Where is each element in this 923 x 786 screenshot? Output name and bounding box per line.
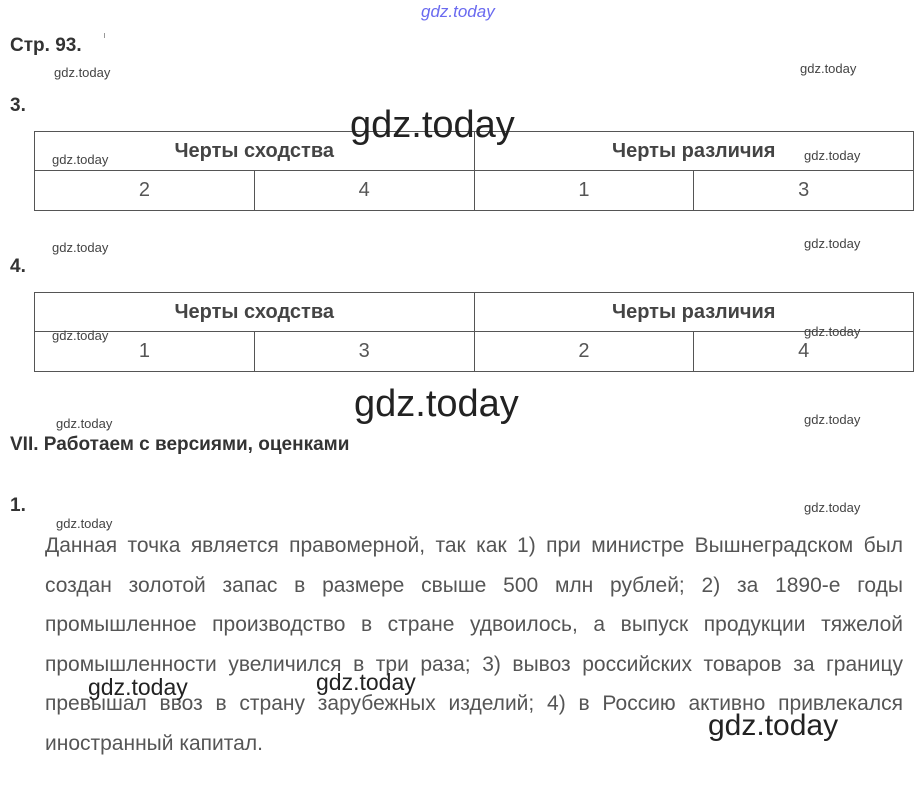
task-4-number: 4. [10, 256, 26, 277]
table-header-similarities: Черты сходства [35, 293, 475, 332]
table-cell: 4 [254, 171, 474, 211]
table-cell: 2 [35, 171, 255, 211]
table-header-differences: Черты различия [474, 132, 914, 171]
table-cell: 1 [474, 171, 694, 211]
table-cell: 2 [474, 332, 694, 372]
watermark: gdz.today [350, 104, 515, 146]
table-header-similarities: Черты сходства [35, 132, 475, 171]
table-cell: 1 [35, 332, 255, 372]
page-reference: Стр. 93. [10, 35, 82, 56]
site-logo: gdz.today [421, 2, 495, 21]
watermark: gdz.today [52, 328, 109, 343]
watermark: gdz.today [316, 669, 416, 695]
task-3-number: 3. [10, 95, 26, 116]
watermark: gdz.today [56, 416, 113, 431]
watermark: gdz.today [88, 674, 188, 700]
table-header-differences: Черты различия [474, 293, 914, 332]
task-4-table [34, 292, 914, 372]
watermark: gdz.today [354, 383, 519, 425]
stray-mark [104, 33, 105, 38]
watermark: gdz.today [804, 324, 861, 339]
watermark: gdz.today [804, 148, 861, 163]
table-cell: 3 [694, 171, 914, 211]
watermark: gdz.today [804, 412, 861, 427]
table-cell: 3 [254, 332, 474, 372]
watermark: gdz.today [804, 236, 861, 251]
answer-paragraph: Данная точка является правомерной, так как 1) при министре Вышнеградском был создан золотой запас в размере свыше 500 млн рублей; 2) за 1890-е годы промышленное производство в стране удвоилось, а выпуск продукции тяжелой промышленности увеличился в три раза; 3) вывоз российских товаров за границу превышал ввоз в страну зарубежных изделий; 4) в Россию активно привлекался иностранный капитал. [45, 534, 903, 755]
table-cell: 4 [694, 332, 914, 372]
watermark: gdz.today [52, 152, 109, 167]
section-title: VII. Работаем с версиями, оценками [10, 434, 350, 455]
watermark: gdz.today [52, 240, 109, 255]
watermark: gdz.today [804, 500, 861, 515]
watermark: gdz.today [800, 61, 857, 76]
watermark: gdz.today [56, 516, 113, 531]
watermark: gdz.today [54, 65, 111, 80]
item-1-number: 1. [10, 495, 26, 516]
watermark: gdz.today [708, 709, 839, 742]
